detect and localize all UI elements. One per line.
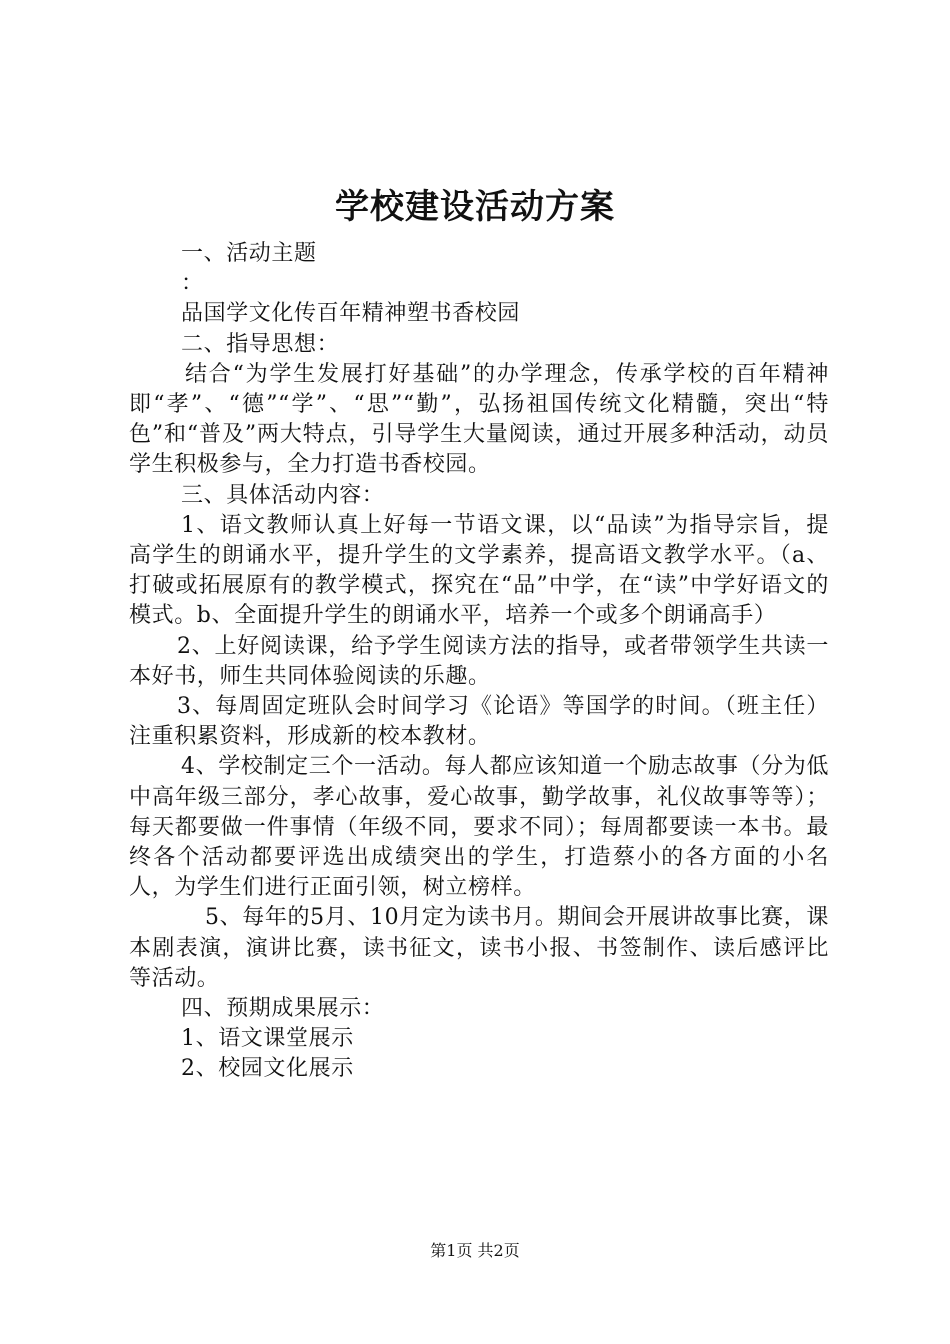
activity-item-4: 4、学校制定三个一活动。每人都应该知道一个励志故事（分为低中高年级三部分，孝心故事，爱心故事，勤学故事，礼仪故事等等）；每天都要做一件事情（年级不同，要求不同）；每周都要读一本书。最终各个活动都要评选出成绩突出的学生，打造蔡小的各方面的小名人，为学生们进行正面引领，树立榜样。 — [129, 754, 829, 901]
document-title: 学校建设活动方案 — [335, 187, 615, 227]
activity-item-3: 3、每周固定班队会时间学习《论语》等国学的时间。（班主任）注重积累资料，形成新的校本教材。 — [129, 693, 829, 750]
theme-content: 品国学文化传百年精神塑书香校园 — [181, 301, 521, 327]
section-heading-theme: 一、活动主题 — [181, 241, 317, 266]
guiding-ideas-paragraph: 结合“为学生发展打好基础”的办学理念，传承学校的百年精神即“孝”、“德”“学”、“思”“勤”，弘扬祖国传统文化精髓，突出“特色”和“普及”两大特点，引导学生大量阅读，通过开展多种活动，动员学生积极参与，全力打造书香校园。 — [129, 361, 829, 478]
theme-colon: ： — [181, 271, 204, 297]
section-heading-guiding-ideas: 二、指导思想： — [181, 331, 340, 357]
page-number-footer: 第1页 共2页 — [430, 1241, 520, 1260]
activity-item-5: 5、每年的5月、10月定为读书月。期间会开展讲故事比赛，课本剧表演，演讲比赛，读书征文，读书小报、书签制作、读后感评比等活动。 — [129, 905, 829, 991]
section-heading-activities: 三、具体活动内容： — [181, 482, 385, 508]
activity-item-2: 2、上好阅读课，给予学生阅读方法的指导，或者带领学生共读一本好书，师生共同体验阅读的乐趣。 — [129, 633, 829, 689]
results-item-1: 1、语文课堂展示 — [181, 1026, 354, 1052]
document-body — [129, 239, 829, 1085]
section-heading-results: 四、预期成果展示： — [181, 996, 385, 1021]
results-item-2: 2、校园文化展示 — [181, 1056, 354, 1082]
activity-item-1: 1、语文教师认真上好每一节语文课，以“品读”为指导宗旨，提高学生的朗诵水平，提升学生的文学素养，提高语文教学水平。（a、打破或拓展原有的教学模式，探究在“品”中学，在“读”中学好语文的模式。b、全面提升学生的朗诵水平，培养一个或多个朗诵高手） — [129, 512, 829, 629]
